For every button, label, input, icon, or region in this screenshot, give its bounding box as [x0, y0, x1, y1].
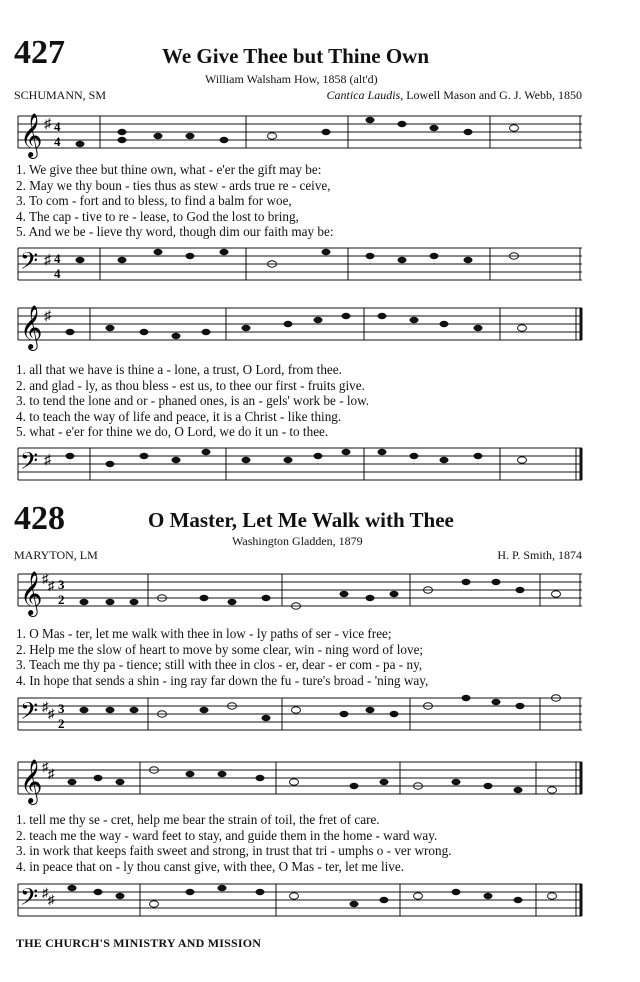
svg-text:𝄢: 𝄢	[20, 883, 39, 916]
verse-line: 3. Teach me thy pa - tience; still with thee in clos - er, dear - er com - pa - ny,	[16, 657, 423, 672]
verse-block-428-2	[16, 812, 576, 874]
svg-text:𝄞: 𝄞	[20, 571, 43, 615]
verse-line: 3. in work that keeps faith sweet and strong, in trust that tri - umphs o - ver wrong.	[16, 843, 452, 858]
svg-text:♯: ♯	[42, 699, 49, 714]
svg-text:3: 3	[58, 701, 65, 716]
verse-line: 3. to tend the lone and or - phaned ones, is an - gels' work be - low.	[16, 393, 370, 408]
verse-block-427-1	[16, 162, 576, 240]
svg-text:♯: ♯	[48, 766, 55, 781]
verse-line: 1. O Mas - ter, let me walk with thee in low - ly paths of ser - vice free;	[16, 626, 392, 641]
verse-line: 4. The cap - tive to re - lease, to God the lost to bring,	[16, 208, 299, 224]
verse-line: 2. Help me the slow of heart to move by some clear, win - ning word of love;	[16, 641, 424, 657]
hymn-number-428: 428	[14, 500, 65, 537]
svg-text:𝄞: 𝄞	[20, 113, 43, 157]
svg-text:4: 4	[54, 134, 61, 149]
bass-staff-427-1	[0, 240, 640, 292]
svg-text:𝄢: 𝄢	[20, 447, 39, 480]
svg-text:2: 2	[58, 592, 65, 607]
verse-block-427-2	[16, 362, 576, 440]
treble-staff-428-2	[0, 754, 640, 806]
svg-text:♯: ♯	[48, 892, 55, 907]
svg-text:♯: ♯	[42, 759, 49, 774]
svg-text:𝄞: 𝄞	[20, 759, 43, 803]
hymn-title-427: We Give Thee but Thine Own	[162, 44, 430, 68]
svg-text:♯: ♯	[48, 578, 55, 593]
music-credit-428: H. P. Smith, 1874	[497, 548, 582, 562]
verse-line: 1. We give thee but thine own, what - e'er the gift may be:	[16, 162, 322, 177]
verse-line: 1. all that we have is thine a - lone, a trust, O Lord, from thee.	[16, 362, 342, 377]
svg-text:𝄞: 𝄞	[20, 305, 43, 349]
svg-text:4: 4	[54, 266, 61, 281]
svg-text:𝄢: 𝄢	[20, 697, 39, 730]
treble-staff-427-2	[0, 300, 640, 352]
verse-line: 5. what - e'er for thine we do, O Lord, we do it un - to thee.	[16, 424, 329, 439]
verse-line: 3. To com - fort and to bless, to find a balm for woe,	[16, 193, 292, 208]
treble-staff-427-1	[0, 108, 640, 160]
verse-line: 2. May we thy boun - ties thus as stew - ards true re - ceive,	[16, 177, 331, 193]
text-credit-428: Washington Gladden, 1879	[232, 534, 363, 548]
verse-line: 2. and glad - ly, as thou bless - est us, to thee our first - fruits give.	[16, 377, 365, 393]
svg-text:𝄢: 𝄢	[20, 247, 39, 280]
verse-line: 5. And we be - lieve thy word, though dim our faith may be:	[16, 224, 334, 239]
music-credit-source-427: Cantica Laudis,	[326, 88, 404, 102]
verse-line: 4. to teach the way of life and peace, it is a Christ - like thing.	[16, 408, 342, 424]
svg-text:♯: ♯	[42, 571, 49, 586]
text-credit-427: William Walsham How, 1858 (alt'd)	[205, 72, 378, 86]
svg-text:♯: ♯	[44, 309, 51, 324]
svg-text:3: 3	[58, 577, 65, 592]
section-footer: THE CHURCH'S MINISTRY AND MISSION	[16, 936, 262, 950]
svg-text:2: 2	[58, 716, 65, 731]
svg-text:4: 4	[54, 119, 61, 134]
svg-text:♯: ♯	[44, 117, 51, 132]
music-credit-427	[327, 88, 582, 103]
bass-staff-427-2	[0, 440, 640, 492]
verse-block-428-1	[16, 626, 576, 688]
bass-staff-428-1	[0, 690, 640, 742]
verse-line: 4. in peace that on - ly thou canst give, with thee, O Mas - ter, let me live.	[16, 858, 405, 874]
tune-name-428: MARYTON, LM	[14, 548, 98, 562]
verse-line: 1. tell me thy se - cret, help me bear the strain of toil, the fret of care.	[16, 812, 380, 827]
treble-staff-428-1	[0, 566, 640, 618]
svg-text:♯: ♯	[44, 453, 51, 468]
verse-line: 2. teach me the way - ward feet to stay, and guide them in the home - ward way.	[16, 827, 438, 843]
svg-text:4: 4	[54, 251, 61, 266]
verse-line: 4. In hope that sends a shin - ing ray far down the fu - ture's broad - 'ning way,	[16, 672, 429, 688]
svg-text:♯: ♯	[44, 253, 51, 268]
svg-text:♯: ♯	[42, 885, 49, 900]
svg-text:♯: ♯	[48, 706, 55, 721]
bass-staff-428-2	[0, 876, 640, 928]
hymn-title-428: O Master, Let Me Walk with Thee	[148, 508, 454, 532]
tune-name-427: SCHUMANN, SM	[14, 88, 107, 102]
hymn-number-427: 427	[14, 34, 65, 71]
music-credit-names-427: Lowell Mason and G. J. Webb, 1850	[406, 88, 582, 102]
